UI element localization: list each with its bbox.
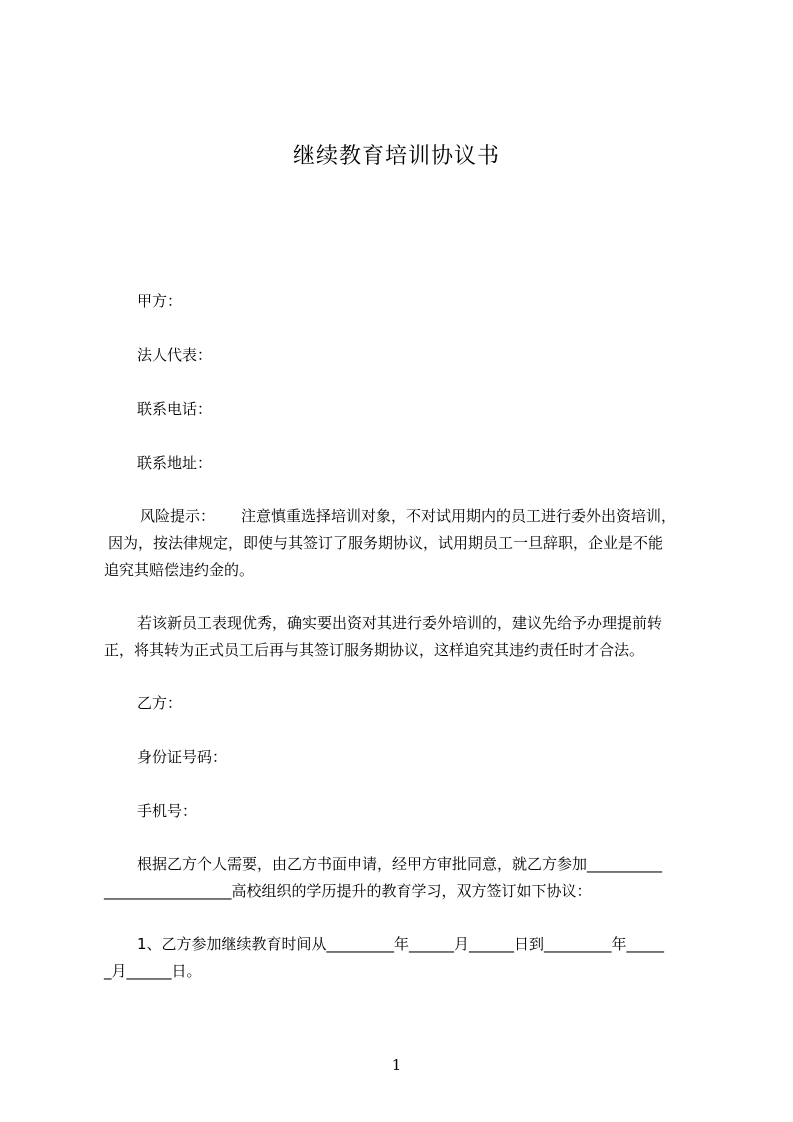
id-number-label: 身份证号码： — [137, 748, 228, 766]
risk-notice-label: 风险提示： — [140, 507, 216, 525]
risk-notice-line-2: 因为，按法律规定，即使与其签订了服务期协议，试用期员工一旦辞职，企业是不能 — [108, 534, 664, 552]
clause-1-line-1: 1、乙方参加继续教育时间从_________年______月______日到_________年_____ — [137, 935, 665, 953]
intro-line-2: _________________高校组织的学历提升的教育学习，双方签订如下协议： — [104, 882, 592, 900]
party-a-label: 甲方： — [137, 292, 183, 310]
party-b-label: 乙方： — [137, 694, 183, 712]
mobile-number-label: 手机号： — [137, 802, 198, 820]
risk-notice-line-3: 追究其赔偿违约金的。 — [104, 561, 255, 579]
clause-1-line-2: _月______日。 — [104, 962, 202, 980]
contact-address-label: 联系地址： — [137, 454, 213, 472]
contact-phone-label: 联系电话： — [137, 400, 213, 418]
advice-line-2: 正，将其转为正式员工后再与其签订服务期协议，这样追究其违约责任时才合法。 — [104, 641, 645, 659]
document-title: 继续教育培训协议书 — [292, 144, 500, 169]
risk-notice-line-1 — [140, 505, 676, 527]
advice-line-1: 若该新员工表现优秀，确实要出资对其进行委外培训的，建议先给予办理提前转 — [137, 614, 663, 632]
legal-representative-label: 法人代表： — [137, 346, 213, 364]
intro-line-1: 根据乙方个人需要，由乙方书面申请，经甲方审批同意，就乙方参加__________ — [137, 855, 663, 873]
risk-notice-text: 注意慎重选择培训对象，不对试用期内的员工进行委外出资培训， — [241, 507, 677, 525]
page-number: 1 — [391, 1056, 402, 1074]
